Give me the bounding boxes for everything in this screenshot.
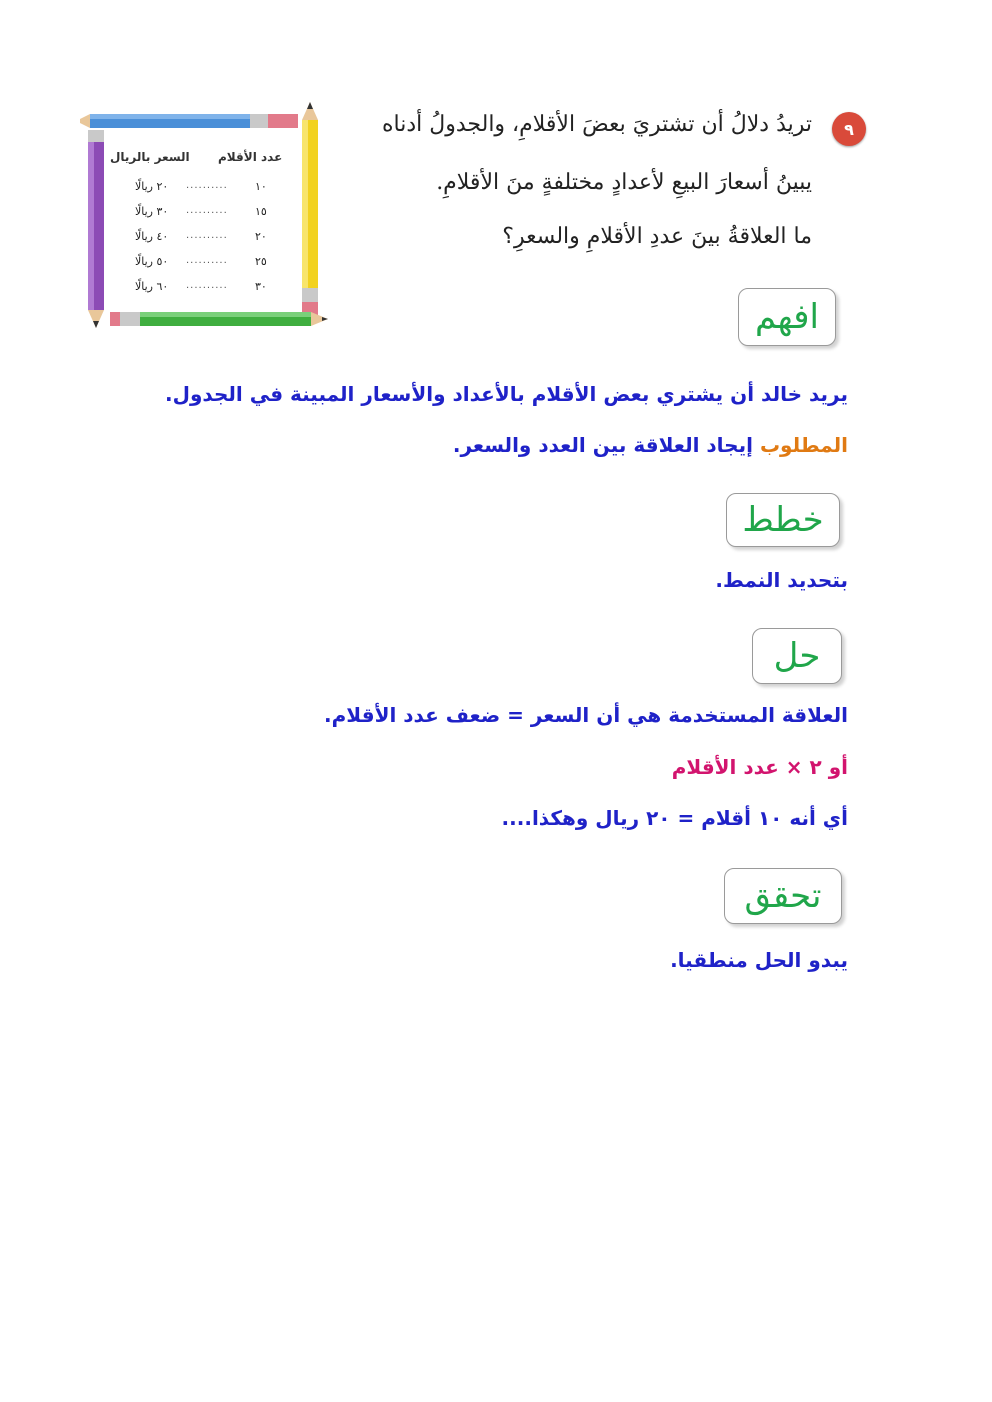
check-line-1: يبدو الحل منطقيا. <box>670 948 848 972</box>
table-header-price: السعر بالريال <box>110 150 190 164</box>
table-cell-count: ١٠ <box>255 180 267 193</box>
understand-line-2 <box>453 433 848 457</box>
understand-line-1: يريد خالد أن يشتري بعض الأقلام بالأعداد والأسعار المبينة في الجدول. <box>165 382 848 406</box>
check-step-badge <box>724 868 842 924</box>
table-cell-price: ٢٠ ريالًا <box>135 180 169 193</box>
pencil-frame-illustration <box>80 100 335 335</box>
problem-number: ٩ <box>844 119 854 139</box>
problem-line-3: ما العلاقةُ بينَ عددِ الأقلامِ والسعرِ؟ <box>502 224 812 249</box>
check-step-label: تحقق <box>744 876 822 916</box>
table-cell-dots: .......... <box>186 230 228 241</box>
table-cell-dots: .......... <box>186 180 228 191</box>
table-cell-price: ٤٠ ريالًا <box>135 230 169 243</box>
problem-line-2: يبينُ أسعارَ البيعِ لأعدادٍ مختلفةٍ منَ الأقلامِ. <box>436 170 812 195</box>
problem-line-1: تريدُ دلالُ أن تشتريَ بعضَ الأقلامِ، والجدولُ أدناه <box>382 112 812 137</box>
solve-line-1: العلاقة المستخدمة هي أن السعر = ضعف عدد الأقلام. <box>324 703 848 727</box>
problem-number-badge <box>832 112 866 146</box>
required-text: إيجاد العلاقة بين العدد والسعر. <box>452 433 760 457</box>
plan-step-badge <box>726 493 840 547</box>
solve-step-badge <box>752 628 842 684</box>
table-cell-dots: .......... <box>186 255 228 266</box>
table-cell-price: ٦٠ ريالًا <box>135 280 169 293</box>
table-header-count: عدد الأقلام <box>218 150 283 164</box>
solve-line-2: أو ٢ × عدد الأقلام <box>671 755 848 779</box>
table-cell-count: ٢٥ <box>255 255 267 268</box>
table-cell-price: ٥٠ ريالًا <box>135 255 169 268</box>
table-cell-count: ١٥ <box>255 205 267 218</box>
plan-line-1: بتحديد النمط. <box>715 568 848 592</box>
understand-step-badge <box>738 288 836 346</box>
solve-step-label: حل <box>773 636 821 676</box>
required-label: المطلوب <box>759 433 848 457</box>
solve-line-3: أي أنه ١٠ أقلام = ٢٠ ريال وهكذا.... <box>501 806 848 830</box>
table-cell-dots: .......... <box>186 280 228 291</box>
plan-step-label: خطط <box>742 500 824 540</box>
table-cell-dots: .......... <box>186 205 228 216</box>
table-cell-count: ٢٠ <box>255 230 267 243</box>
table-cell-count: ٣٠ <box>255 280 267 293</box>
understand-step-label: افهم <box>755 297 819 337</box>
pencil-frame-table <box>80 100 335 335</box>
table-cell-price: ٣٠ ريالًا <box>135 205 169 218</box>
